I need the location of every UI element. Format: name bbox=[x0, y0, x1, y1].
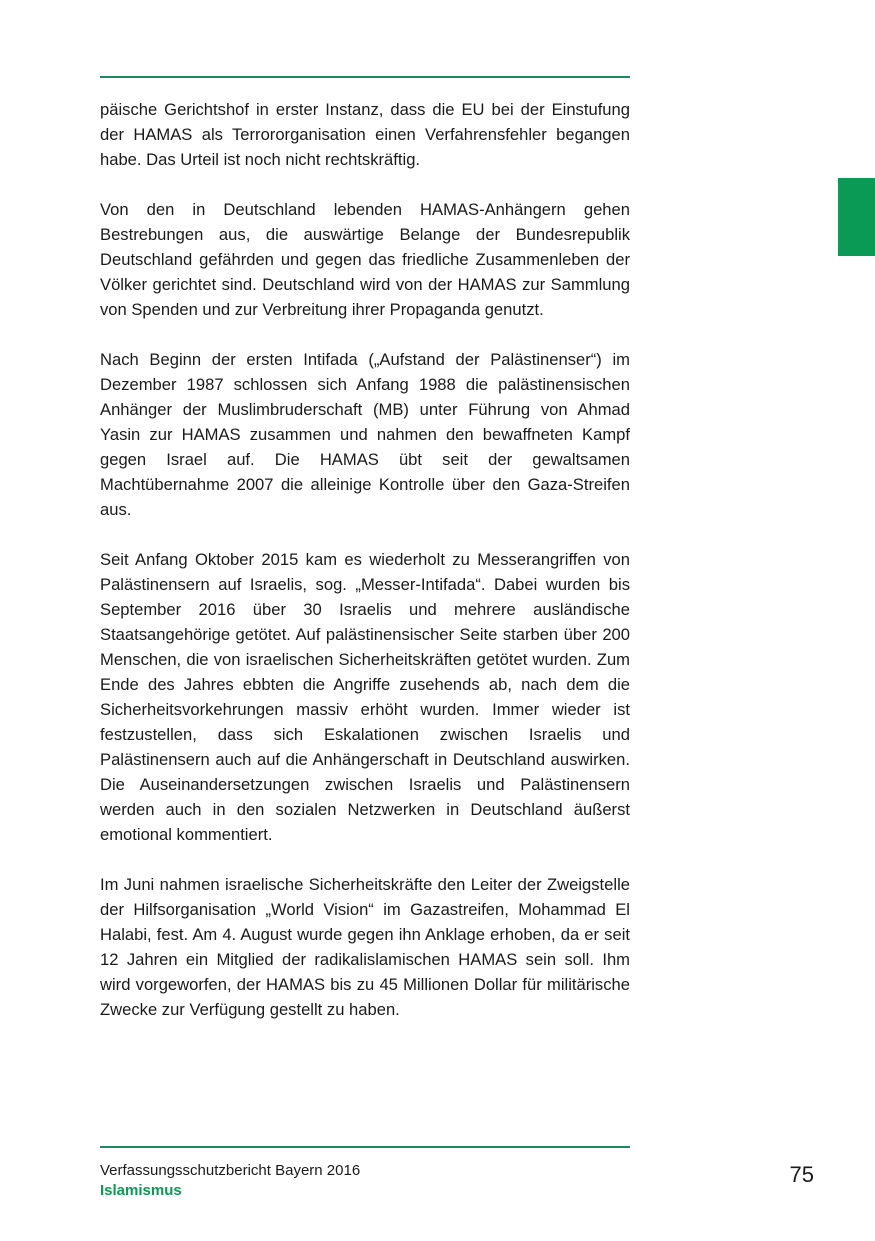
page-number: 75 bbox=[789, 1162, 814, 1187]
paragraph-2: Von den in Deutschland lebenden HAMAS-Anhängern gehen Bestrebungen aus, die auswärtige Belange der Bundesrepublik Deutschland gefährden und gegen das friedliche Zusammenleben der Völker gerichtet sind. Deutschland wird von der HAMAS zur Sammlung von Spenden und zur Verbreitung ihrer Propaganda genutzt. bbox=[100, 200, 630, 319]
footer-rule bbox=[100, 1146, 630, 1148]
footer-publication-title: Verfassungsschutzbericht Bayern 2016 bbox=[100, 1162, 361, 1179]
paragraph-4: Seit Anfang Oktober 2015 kam es wiederholt zu Messerangriffen von Palästinensern auf Israelis, sog. „Messer-Intifada“. Dabei wurden bis September 2016 über 30 Israelis und mehrere ausländische Staatsangehörige getötet. Auf palästinensischer Seite starben über 200 Menschen, die von israelischen Sicherheitskräften getötet wurden. Zum Ende des Jahres ebbten die Angriffe zusehends ab, nach dem die Sicherheitsvorkehrungen massiv erhöht wurden. Immer wieder ist festzustellen, dass sich Eskalationen zwischen Israelis und Palästinensern auch auf die Anhängerschaft in Deutschland auswirken. Die Auseinandersetzungen zwischen Israelis und Palästinensern werden auch in den sozialen Netzwerken in Deutschland äußerst emotional kommentiert. bbox=[100, 550, 630, 844]
paragraph-5: Im Juni nahmen israelische Sicherheitskräfte den Leiter der Zweigstelle der Hilfsorganisation „World Vision“ im Gazastreifen, Mohammad El Halabi, fest. Am 4. August wurde gegen ihn Anklage erhoben, da er seit 12 Jahren ein Mitglied der radikalislamischen HAMAS sein soll. Ihm wird vorgeworfen, der HAMAS bis zu 45 Millionen Dollar für militärische Zwecke zur Verfügung gestellt zu haben. bbox=[100, 875, 630, 1019]
paragraph-3: Nach Beginn der ersten Intifada („Aufstand der Palästinenser“) im Dezember 1987 schlossen sich Anfang 1988 die palästinensischen Anhänger der Muslimbruderschaft (MB) unter Führung von Ahmad Yasin zur HAMAS zusammen und nahmen den bewaffneten Kampf gegen Israel auf. Die HAMAS übt seit der gewaltsamen Machtübernahme 2007 die alleinige Kontrolle über den Gaza-Streifen aus. bbox=[100, 350, 630, 519]
chapter-marker-tab bbox=[838, 178, 875, 256]
footer-section-label: Islamismus bbox=[100, 1182, 182, 1199]
paragraph-1: päische Gerichtshof in erster Instanz, dass die EU bei der Einstufung der HAMAS als Terrororganisation einen Verfahrensfehler begangen habe. Das Urteil ist noch nicht rechtskräftig. bbox=[100, 100, 630, 169]
header-rule bbox=[100, 76, 630, 78]
body-text bbox=[100, 97, 630, 1047]
